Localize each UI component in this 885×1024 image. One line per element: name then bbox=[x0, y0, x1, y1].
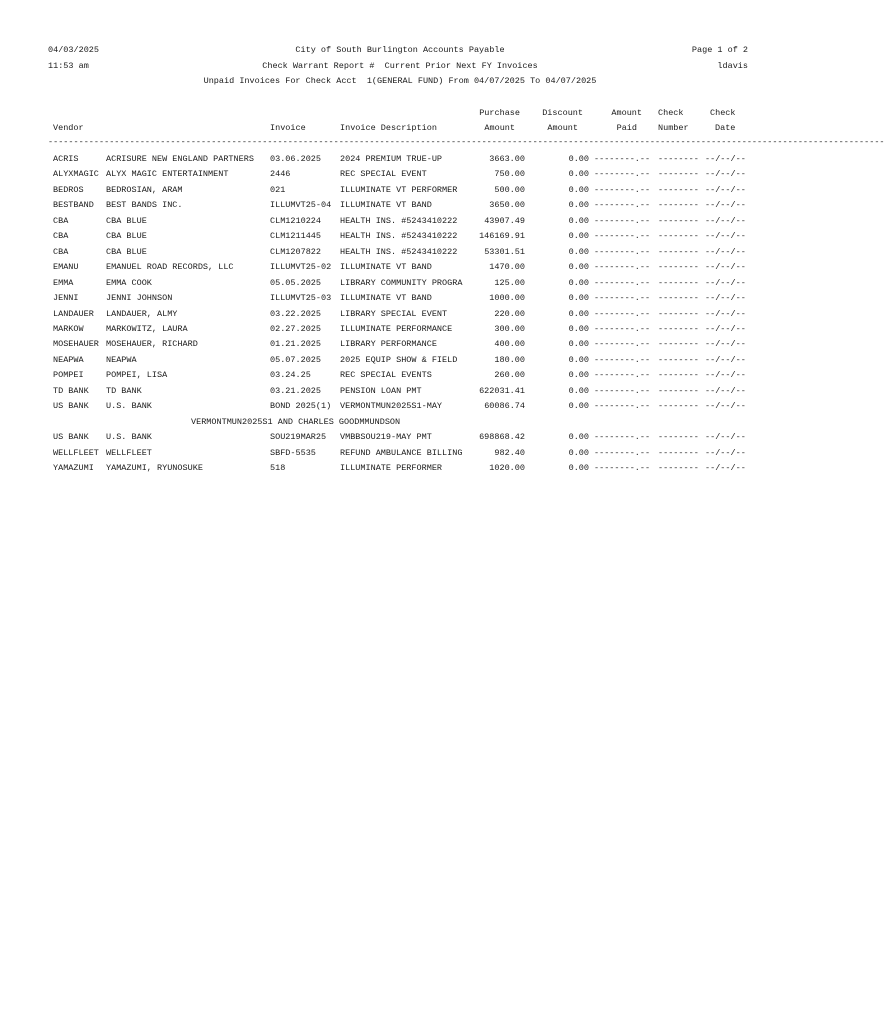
vendor-name: CBA BLUE bbox=[106, 215, 147, 226]
vendor-name: MOSEHAUER, RICHARD bbox=[106, 339, 198, 350]
check-date: --/--/-- bbox=[705, 339, 746, 350]
purchase-amount: 43907.49 bbox=[484, 215, 525, 226]
vendor-name: ACRISURE NEW ENGLAND PARTNERS bbox=[106, 154, 254, 164]
discount-amount: 0.00 bbox=[568, 370, 589, 381]
amount-paid: --------.-- bbox=[594, 401, 651, 412]
col-description-header: Invoice Description bbox=[340, 123, 437, 133]
discount-amount: 0.00 bbox=[568, 169, 589, 180]
invoice-number: ILLUMVT25-02 bbox=[270, 262, 332, 273]
discount-amount: 0.00 bbox=[568, 339, 589, 350]
col-invoice-header: Invoice bbox=[270, 123, 306, 133]
vendor-name: BEST BANDS INC. bbox=[106, 200, 183, 211]
table-row bbox=[0, 231, 770, 243]
invoice-description: 2025 EQUIP SHOW & FIELD bbox=[340, 354, 458, 365]
amount-paid: --------.-- bbox=[594, 323, 651, 334]
amount-paid: --------.-- bbox=[594, 154, 651, 164]
table-row bbox=[0, 154, 770, 166]
vendor-code: YAMAZUMI bbox=[53, 463, 94, 473]
vendor-code: LANDAUER bbox=[53, 308, 94, 319]
amount-paid: --------.-- bbox=[594, 169, 651, 180]
vendor-name: ALYX MAGIC ENTERTAINMENT bbox=[106, 169, 229, 180]
amount-paid: --------.-- bbox=[594, 293, 651, 304]
vendor-code: EMANU bbox=[53, 262, 79, 273]
check-number: -------- bbox=[658, 308, 699, 319]
table-row bbox=[0, 247, 770, 259]
report-time: 11:53 am bbox=[48, 61, 89, 71]
purchase-amount: 180.00 bbox=[494, 354, 525, 365]
invoice-number: CLM1210224 bbox=[270, 215, 322, 226]
check-number: -------- bbox=[658, 401, 699, 412]
purchase-amount: 53301.51 bbox=[484, 246, 525, 257]
purchase-amount: 982.40 bbox=[494, 447, 525, 458]
invoice-number: 05.05.2025 bbox=[270, 277, 322, 288]
check-date: --/--/-- bbox=[705, 215, 746, 226]
vendor-name: WELLFLEET bbox=[106, 447, 152, 458]
check-number: -------- bbox=[658, 354, 699, 365]
check-date: --/--/-- bbox=[705, 432, 746, 443]
discount-amount: 0.00 bbox=[568, 463, 589, 473]
discount-amount: 0.00 bbox=[568, 447, 589, 458]
vendor-code: CBA bbox=[53, 231, 69, 242]
col-vendor-header: Vendor bbox=[53, 123, 84, 133]
invoice-number: 021 bbox=[270, 184, 286, 195]
check-date: --/--/-- bbox=[705, 154, 746, 164]
table-row bbox=[0, 309, 770, 321]
invoice-description: LIBRARY COMMUNITY PROGRA bbox=[340, 277, 463, 288]
header-separator: -------------------------------------------------------------------------------------------------------------------------------------------------------------------- bbox=[48, 137, 885, 147]
check-date: --/--/-- bbox=[705, 308, 746, 319]
discount-amount: 0.00 bbox=[568, 277, 589, 288]
check-number: -------- bbox=[658, 323, 699, 334]
col-date-header-bottom: Date bbox=[715, 123, 736, 133]
purchase-amount: 125.00 bbox=[494, 277, 525, 288]
purchase-amount: 260.00 bbox=[494, 370, 525, 381]
discount-amount: 0.00 bbox=[568, 215, 589, 226]
invoice-number: ILLUMVT25-03 bbox=[270, 293, 332, 304]
table-row bbox=[0, 216, 770, 228]
vendor-code: MARKOW bbox=[53, 323, 84, 334]
table-row bbox=[0, 417, 770, 429]
check-date: --/--/-- bbox=[705, 385, 746, 396]
vendor-code: POMPEI bbox=[53, 370, 84, 381]
check-number: -------- bbox=[658, 246, 699, 257]
check-date: --/--/-- bbox=[705, 231, 746, 242]
invoice-number: 01.21.2025 bbox=[270, 339, 322, 350]
vendor-name: TD BANK bbox=[106, 385, 142, 396]
report-title: City of South Burlington Accounts Payable bbox=[295, 45, 505, 55]
discount-amount: 0.00 bbox=[568, 154, 589, 164]
col-purchase-header-top: Purchase bbox=[479, 108, 520, 118]
purchase-amount: 60086.74 bbox=[484, 401, 525, 412]
vendor-name: CBA BLUE bbox=[106, 231, 147, 242]
vendor-name: U.S. BANK bbox=[106, 401, 152, 412]
purchase-amount: 622031.41 bbox=[479, 385, 525, 396]
vendor-name: CBA BLUE bbox=[106, 246, 147, 257]
amount-paid: --------.-- bbox=[594, 370, 651, 381]
check-number: -------- bbox=[658, 432, 699, 443]
invoice-number: 03.22.2025 bbox=[270, 308, 322, 319]
invoice-description: ILLUMINATE VT BAND bbox=[340, 200, 432, 211]
check-number: -------- bbox=[658, 184, 699, 195]
col-discount-header-top: Discount bbox=[542, 108, 583, 118]
discount-amount: 0.00 bbox=[568, 401, 589, 412]
table-row bbox=[0, 185, 770, 197]
discount-amount: 0.00 bbox=[568, 385, 589, 396]
purchase-amount: 1470.00 bbox=[489, 262, 525, 273]
invoice-description: PENSION LOAN PMT bbox=[340, 385, 422, 396]
invoice-number: CLM1207822 bbox=[270, 246, 322, 257]
table-row bbox=[0, 200, 770, 212]
table-row bbox=[0, 339, 770, 351]
vendor-name: YAMAZUMI, RYUNOSUKE bbox=[106, 463, 203, 473]
check-number: -------- bbox=[658, 215, 699, 226]
table-row bbox=[0, 386, 770, 398]
purchase-amount: 146169.91 bbox=[479, 231, 525, 242]
invoice-number: 03.21.2025 bbox=[270, 385, 322, 396]
invoice-description: VERMONTMUN2025S1-MAY bbox=[340, 401, 443, 412]
invoice-description: LIBRARY PERFORMANCE bbox=[340, 339, 437, 350]
amount-paid: --------.-- bbox=[594, 447, 651, 458]
check-date: --/--/-- bbox=[705, 262, 746, 273]
check-number: -------- bbox=[658, 447, 699, 458]
invoice-number: ILLUMVT25-04 bbox=[270, 200, 332, 211]
invoice-description: REFUND AMBULANCE BILLING bbox=[340, 447, 463, 458]
purchase-amount: 1000.00 bbox=[489, 293, 525, 304]
check-date: --/--/-- bbox=[705, 354, 746, 365]
invoice-number: BOND 2025(1) bbox=[270, 401, 332, 412]
amount-paid: --------.-- bbox=[594, 308, 651, 319]
table-row bbox=[0, 355, 770, 367]
table-row bbox=[0, 448, 770, 460]
vendor-code: CBA bbox=[53, 215, 69, 226]
vendor-code: EMMA bbox=[53, 277, 74, 288]
purchase-amount: 220.00 bbox=[494, 308, 525, 319]
col-paid-header-bottom: Paid bbox=[616, 123, 637, 133]
check-date: --/--/-- bbox=[705, 200, 746, 211]
discount-amount: 0.00 bbox=[568, 432, 589, 443]
purchase-amount: 3650.00 bbox=[489, 200, 525, 211]
discount-amount: 0.00 bbox=[568, 262, 589, 273]
invoice-number: SOU219MAR25 bbox=[270, 432, 327, 443]
table-row bbox=[0, 278, 770, 290]
check-date: --/--/-- bbox=[705, 246, 746, 257]
amount-paid: --------.-- bbox=[594, 385, 651, 396]
col-date-header-top: Check bbox=[710, 108, 736, 118]
vendor-name: U.S. BANK bbox=[106, 432, 152, 443]
vendor-code: BESTBAND bbox=[53, 200, 94, 211]
vendor-name: EMANUEL ROAD RECORDS, LLC bbox=[106, 262, 234, 273]
amount-paid: --------.-- bbox=[594, 463, 651, 473]
report-user: ldavis bbox=[717, 61, 748, 71]
check-number: -------- bbox=[658, 370, 699, 381]
invoice-description: LIBRARY SPECIAL EVENT bbox=[340, 308, 448, 319]
vendor-code: ALYXMAGIC bbox=[53, 169, 99, 180]
invoice-number: SBFD-5535 bbox=[270, 447, 316, 458]
table-row bbox=[0, 370, 770, 382]
vendor-name: MARKOWITZ, LAURA bbox=[106, 323, 188, 334]
discount-amount: 0.00 bbox=[568, 308, 589, 319]
check-date: --/--/-- bbox=[705, 447, 746, 458]
table-row bbox=[0, 432, 770, 444]
invoice-description: REC SPECIAL EVENTS bbox=[340, 370, 432, 381]
col-discount-header-bottom: Amount bbox=[547, 123, 578, 133]
check-date: --/--/-- bbox=[705, 323, 746, 334]
row-note: VERMONTMUN2025S1 AND CHARLES GOODMMUNDSON bbox=[191, 416, 401, 427]
col-purchase-header-bottom: Amount bbox=[484, 123, 515, 133]
check-number: -------- bbox=[658, 293, 699, 304]
purchase-amount: 500.00 bbox=[494, 184, 525, 195]
invoice-description: ILLUMINATE PERFORMANCE bbox=[340, 323, 453, 334]
vendor-name: LANDAUER, ALMY bbox=[106, 308, 178, 319]
col-check-header-bottom: Number bbox=[658, 123, 689, 133]
check-date: --/--/-- bbox=[705, 293, 746, 304]
report-date: 04/03/2025 bbox=[48, 45, 100, 55]
check-date: --/--/-- bbox=[705, 370, 746, 381]
report-subtitle: Check Warrant Report # Current Prior Next FY Invoices bbox=[262, 61, 538, 71]
vendor-name: BEDROSIAN, ARAM bbox=[106, 184, 183, 195]
vendor-code: TD BANK bbox=[53, 385, 89, 396]
col-check-header-top: Check bbox=[658, 108, 684, 118]
amount-paid: --------.-- bbox=[594, 231, 651, 242]
invoice-description: ILLUMINATE VT PERFORMER bbox=[340, 184, 458, 195]
discount-amount: 0.00 bbox=[568, 354, 589, 365]
discount-amount: 0.00 bbox=[568, 231, 589, 242]
invoice-number: 03.06.2025 bbox=[270, 154, 322, 164]
purchase-amount: 698868.42 bbox=[479, 432, 525, 443]
check-number: -------- bbox=[658, 154, 699, 164]
table-row bbox=[0, 401, 770, 413]
table-row bbox=[0, 324, 770, 336]
invoice-description: ILLUMINATE PERFORMER bbox=[340, 463, 443, 473]
vendor-code: CBA bbox=[53, 246, 69, 257]
purchase-amount: 750.00 bbox=[494, 169, 525, 180]
invoice-description: VMBBSOU219-MAY PMT bbox=[340, 432, 432, 443]
vendor-code: US BANK bbox=[53, 401, 89, 412]
amount-paid: --------.-- bbox=[594, 184, 651, 195]
vendor-name: NEAPWA bbox=[106, 354, 137, 365]
vendor-code: JENNI bbox=[53, 293, 79, 304]
invoice-number: 518 bbox=[270, 463, 286, 473]
check-number: -------- bbox=[658, 200, 699, 211]
invoice-description: ILLUMINATE VT BAND bbox=[340, 293, 432, 304]
vendor-name: JENNI JOHNSON bbox=[106, 293, 173, 304]
discount-amount: 0.00 bbox=[568, 323, 589, 334]
invoice-description: 2024 PREMIUM TRUE-UP bbox=[340, 154, 443, 164]
check-number: -------- bbox=[658, 385, 699, 396]
vendor-name: EMMA COOK bbox=[106, 277, 152, 288]
report-criteria: Unpaid Invoices For Check Acct 1(GENERAL FUND) From 04/07/2025 To 04/07/2025 bbox=[203, 76, 597, 86]
amount-paid: --------.-- bbox=[594, 200, 651, 211]
vendor-code: US BANK bbox=[53, 432, 89, 443]
invoice-number: 02.27.2025 bbox=[270, 323, 322, 334]
table-row bbox=[0, 262, 770, 274]
invoice-description: ILLUMINATE VT BAND bbox=[340, 262, 432, 273]
amount-paid: --------.-- bbox=[594, 215, 651, 226]
vendor-code: ACRIS bbox=[53, 154, 79, 164]
discount-amount: 0.00 bbox=[568, 200, 589, 211]
amount-paid: --------.-- bbox=[594, 277, 651, 288]
discount-amount: 0.00 bbox=[568, 246, 589, 257]
check-number: -------- bbox=[658, 231, 699, 242]
amount-paid: --------.-- bbox=[594, 262, 651, 273]
discount-amount: 0.00 bbox=[568, 293, 589, 304]
amount-paid: --------.-- bbox=[594, 339, 651, 350]
discount-amount: 0.00 bbox=[568, 184, 589, 195]
amount-paid: --------.-- bbox=[594, 246, 651, 257]
invoice-number: 05.07.2025 bbox=[270, 354, 322, 365]
amount-paid: --------.-- bbox=[594, 354, 651, 365]
purchase-amount: 400.00 bbox=[494, 339, 525, 350]
check-number: -------- bbox=[658, 262, 699, 273]
vendor-code: WELLFLEET bbox=[53, 447, 99, 458]
table-row bbox=[0, 293, 770, 305]
check-date: --/--/-- bbox=[705, 463, 746, 473]
check-number: -------- bbox=[658, 169, 699, 180]
check-date: --/--/-- bbox=[705, 169, 746, 180]
invoice-description: HEALTH INS. #5243410222 bbox=[340, 246, 458, 257]
purchase-amount: 1020.00 bbox=[489, 463, 525, 473]
page-number: Page 1 of 2 bbox=[691, 45, 748, 55]
invoice-description: HEALTH INS. #5243410222 bbox=[340, 215, 458, 226]
check-number: -------- bbox=[658, 277, 699, 288]
table-row bbox=[0, 169, 770, 181]
check-number: -------- bbox=[658, 463, 699, 473]
vendor-code: MOSEHAUER bbox=[53, 339, 99, 350]
invoice-description: HEALTH INS. #5243410222 bbox=[340, 231, 458, 242]
purchase-amount: 300.00 bbox=[494, 323, 525, 334]
invoice-number: 2446 bbox=[270, 169, 291, 180]
vendor-code: NEAPWA bbox=[53, 354, 84, 365]
purchase-amount: 3663.00 bbox=[489, 154, 525, 164]
table-row bbox=[0, 463, 770, 475]
invoice-number: CLM1211445 bbox=[270, 231, 322, 242]
check-date: --/--/-- bbox=[705, 277, 746, 288]
check-date: --/--/-- bbox=[705, 184, 746, 195]
vendor-name: POMPEI, LISA bbox=[106, 370, 168, 381]
amount-paid: --------.-- bbox=[594, 432, 651, 443]
invoice-description: REC SPECIAL EVENT bbox=[340, 169, 427, 180]
col-paid-header-top: Amount bbox=[611, 108, 642, 118]
check-number: -------- bbox=[658, 339, 699, 350]
vendor-code: BEDROS bbox=[53, 184, 84, 195]
invoice-number: 03.24.25 bbox=[270, 370, 311, 381]
check-date: --/--/-- bbox=[705, 401, 746, 412]
